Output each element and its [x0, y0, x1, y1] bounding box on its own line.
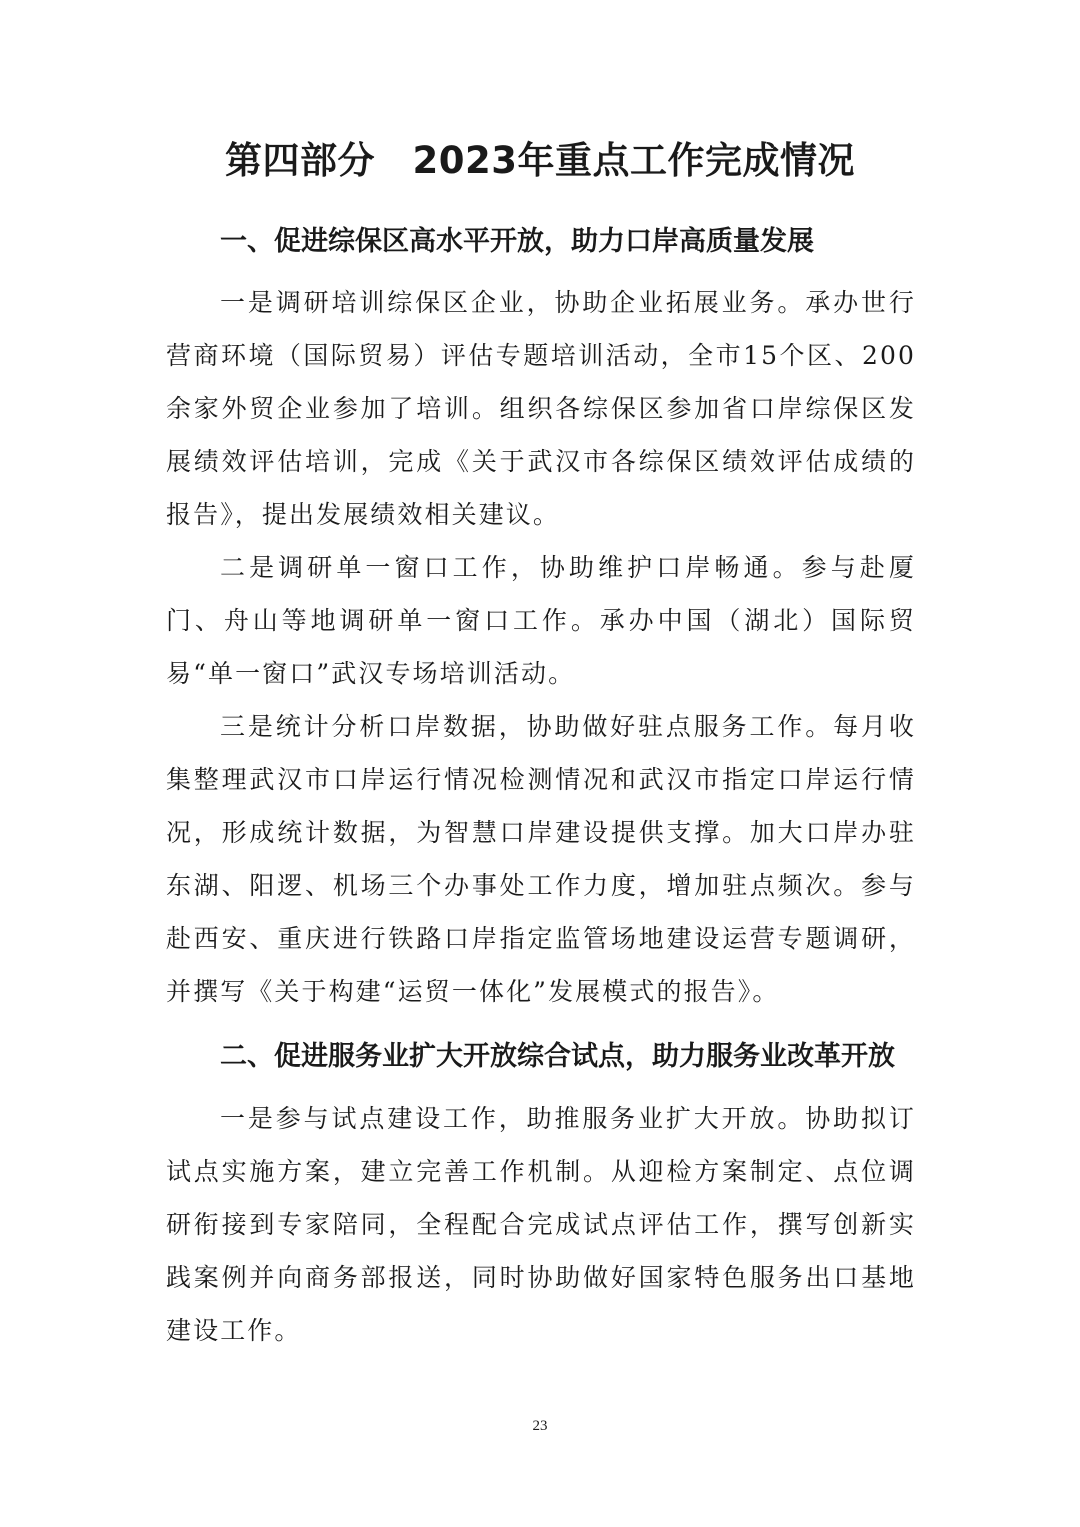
page-title: 第四部分 2023年重点工作完成情况: [225, 139, 855, 182]
section-2-paragraph-1: 一是参与试点建设工作，助推服务业扩大开放。协助拟订试点实施方案，建立完善工作机制。从迎检方案制定、点位调研衔接到专家陪同，全程配合完成试点评估工作，撰写创新实践案例并向商务部报送，同时协助做好国家特色服务出口基地建设工作。: [166, 1104, 916, 1345]
section-heading-2: 二、促进服务业扩大开放综合试点，助力服务业改革开放: [220, 1041, 895, 1072]
section-1-paragraph-2: 二是调研单一窗口工作，协助维护口岸畅通。参与赴厦门、舟山等地调研单一窗口工作。承办中国（湖北）国际贸易“单一窗口”武汉专场培训活动。: [166, 553, 916, 688]
page-number: 23: [532, 1418, 548, 1434]
section-1-paragraph-1: 一是调研培训综保区企业，协助企业拓展业务。承办世行营商环境（国际贸易）评估专题培训活动，全市15个区、200余家外贸企业参加了培训。组织各综保区参加省口岸综保区发展绩效评估培训，完成《关于武汉市各综保区绩效评估成绩的报告》，提出发展绩效相关建议。: [166, 288, 916, 529]
section-1-paragraph-3: 三是统计分析口岸数据，协助做好驻点服务工作。每月收集整理武汉市口岸运行情况检测情况和武汉市指定口岸运行情况，形成统计数据，为智慧口岸建设提供支撑。加大口岸办驻东湖、阳逻、机场三个办事处工作力度，增加驻点频次。参与赴西安、重庆进行铁路口岸指定监管场地建设运营专题调研，并撰写《关于构建“运贸一体化”发展模式的报告》。: [166, 712, 916, 1006]
section-heading-1: 一、促进综保区高水平开放，助力口岸高质量发展: [220, 226, 814, 257]
document-body: [166, 219, 916, 1357]
